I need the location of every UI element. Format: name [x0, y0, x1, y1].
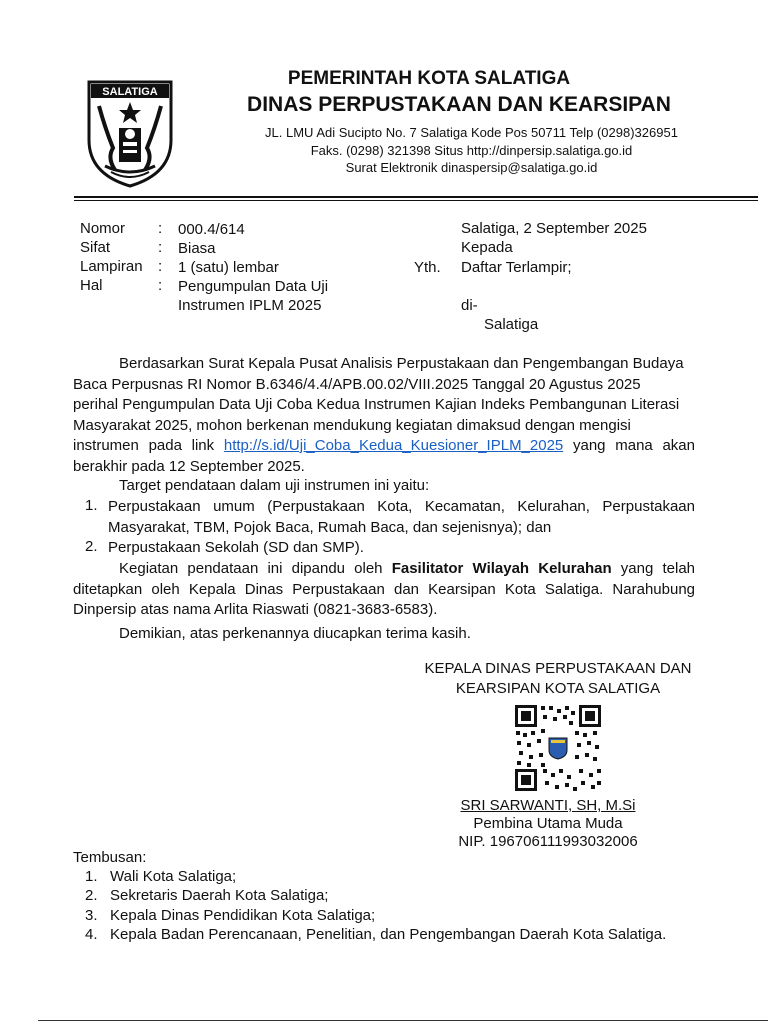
target-item-2-number: 2. — [85, 538, 98, 555]
cc-item-2-number: 2. — [85, 887, 98, 904]
qr-code-signature — [513, 703, 603, 793]
signatory-title-line2: KEARSIPAN KOTA SALATIGA — [455, 680, 661, 697]
signatory-name: SRI SARWANTI, SH, M.Si — [460, 797, 636, 814]
sifat-value: Biasa — [178, 240, 216, 257]
target-item-1-number: 1. — [85, 497, 98, 514]
cc-label: Tembusan: — [73, 849, 147, 866]
target-item-1-line1: Perpustakaan umum (Perpustakaan Kota, Kecamatan, Kelurahan, Perpustakaan — [108, 498, 695, 515]
hal-value-line1: Pengumpulan Data Uji — [178, 278, 329, 295]
cc-item-2: Sekretaris Daerah Kota Salatiga; — [110, 887, 329, 904]
recipient-city: Salatiga — [484, 316, 539, 333]
p3-line3: Dinpersip atas nama Arlita Riaswati (0821-3683-6583). — [73, 601, 438, 618]
page-bottom-divider — [38, 1020, 768, 1021]
p1-line4: Masyarakat 2025, mohon berkenan mendukung kegiatan dimaksud dengan mengisi — [73, 416, 631, 434]
target-item-2: Perpustakaan Sekolah (SD dan SMP). — [108, 539, 364, 556]
p3-bold: Fasilitator Wilayah Kelurahan — [391, 560, 612, 577]
recipient-name: Daftar Terlampir; — [461, 259, 572, 276]
nomor-colon: : — [158, 220, 163, 237]
p1-line3: perihal Pengumpulan Data Uji Coba Kedua Instrumen Kajian Indeks Pembangunan Literasi — [73, 396, 680, 413]
p1-line5-end: yang mana akan — [573, 437, 695, 454]
p3-line1-end: yang telah — [620, 560, 696, 577]
hal-label: Hal — [80, 277, 103, 294]
nomor-value: 000.4/614 — [178, 221, 245, 238]
logo-text: SALATIGA — [102, 86, 158, 98]
p1-line5 — [73, 436, 695, 457]
nomor-label: Nomor — [80, 220, 126, 237]
p1-line1: Berdasarkan Surat Kepala Pusat Analisis Perpustakaan dan Pengembangan Budaya — [119, 355, 684, 372]
p3-line2: ditetapkan oleh Kepala Dinas Perpustakaan dan Kearsipan Kota Salatiga. Narahubung — [73, 580, 695, 598]
cc-item-3-number: 3. — [85, 907, 98, 924]
body-paragraph-3 — [73, 559, 695, 621]
questionnaire-link[interactable]: http://s.id/Uji_Coba_Kedua_Kuesioner_IPLM_2025 — [223, 437, 564, 454]
lampiran-colon: : — [158, 258, 163, 275]
cc-item-1: Wali Kota Salatiga; — [110, 868, 237, 885]
p3-line1-start: Kegiatan pendataan ini dipandu oleh — [119, 560, 383, 577]
sifat-colon: : — [158, 239, 163, 256]
recipient-yth: Yth. — [414, 259, 441, 276]
signatory-rank: Pembina Utama Muda — [473, 815, 623, 832]
header-government-title: PEMERINTAH KOTA SALATIGA — [287, 68, 571, 89]
body-paragraph-2: Target pendataan dalam uji instrumen ini yaitu: — [119, 477, 430, 494]
p3-line1 — [73, 559, 695, 580]
cc-item-4-number: 4. — [85, 926, 98, 943]
body-paragraph-1 — [73, 354, 695, 477]
signatory-nip: NIP. 196706111993032006 — [458, 833, 638, 850]
header-contact: Faks. (0298) 321398 Situs http://dinpersip.salatiga.go.id — [310, 143, 633, 158]
target-item-1-line2: Masyarakat, TBM, Pojok Baca, Rumah Baca, dan sejenisnya); dan — [108, 518, 552, 536]
header-email: Surat Elektronik dinaspersip@salatiga.go.id — [345, 160, 598, 175]
cc-item-1-number: 1. — [85, 868, 98, 885]
signatory-title-line1: KEPALA DINAS PERPUSTAKAAN DAN — [424, 660, 692, 677]
hal-colon: : — [158, 277, 163, 294]
p1-line2: Baca Perpusnas RI Nomor B.6346/4.4/APB.00.02/VIII.2025 Tanggal 20 Agustus 2025 — [73, 375, 641, 393]
header-agency-title: DINAS PERPUSTAKAAN DAN KEARSIPAN — [247, 93, 671, 116]
target-item-1 — [108, 497, 695, 538]
header-divider-thin — [74, 200, 758, 201]
lampiran-value: 1 (satu) lembar — [178, 259, 279, 276]
closing-sentence: Demikian, atas perkenannya diucapkan terima kasih. — [119, 625, 471, 642]
recipient-kepada: Kepada — [461, 239, 513, 256]
cc-item-3: Kepala Dinas Pendidikan Kota Salatiga; — [110, 907, 376, 924]
p1-line5-start: instrumen pada link — [73, 437, 215, 454]
lampiran-label: Lampiran — [80, 258, 143, 275]
p1-line6: berakhir pada 12 September 2025. — [73, 457, 305, 475]
header-divider-thick — [74, 196, 758, 198]
header-address: JL. LMU Adi Sucipto No. 7 Salatiga Kode Pos 50711 Telp (0298)326951 — [265, 125, 678, 140]
hal-value-line2: Instrumen IPLM 2025 — [178, 297, 322, 314]
recipient-di: di- — [461, 297, 478, 314]
sifat-label: Sifat — [80, 239, 111, 256]
cc-item-4: Kepala Badan Perencanaan, Penelitian, dan Pengembangan Daerah Kota Salatiga. — [110, 926, 667, 943]
letter-date: Salatiga, 2 September 2025 — [461, 220, 647, 237]
